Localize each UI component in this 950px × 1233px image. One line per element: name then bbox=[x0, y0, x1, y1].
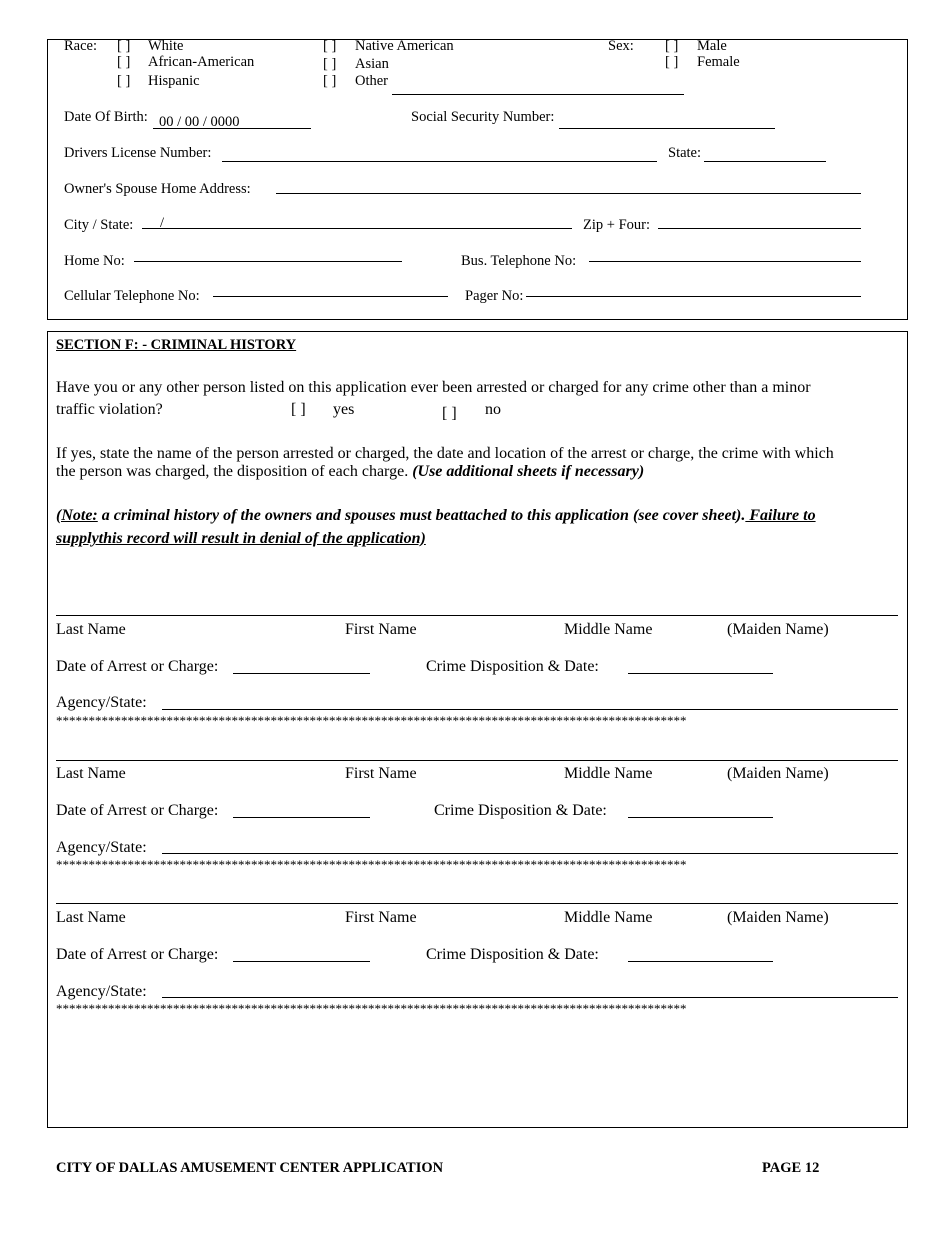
sex-female-label: Female bbox=[697, 54, 740, 70]
race-african-american-checkbox[interactable]: [ ] bbox=[117, 54, 131, 70]
zip-field[interactable] bbox=[658, 228, 861, 229]
ssn-field[interactable] bbox=[559, 128, 775, 129]
race-african-american-label: African-American bbox=[148, 54, 255, 70]
sex-male-checkbox[interactable]: [ ] bbox=[665, 38, 679, 54]
record-1-crime-label: Crime Disposition & Date: bbox=[426, 658, 599, 675]
record-3-name-line[interactable] bbox=[56, 903, 898, 904]
record-1-name-line[interactable] bbox=[56, 615, 898, 616]
record-1-middle-name: Middle Name bbox=[564, 621, 653, 638]
no-checkbox[interactable]: [ ] bbox=[442, 405, 457, 422]
record-2-first-name: First Name bbox=[345, 765, 417, 782]
record-2-crime-field[interactable] bbox=[628, 817, 773, 818]
home-no-label: Home No: bbox=[64, 253, 125, 269]
zip-label: Zip + Four: bbox=[583, 217, 650, 233]
cellular-field[interactable] bbox=[213, 296, 448, 297]
record-3-first-name: First Name bbox=[345, 909, 417, 926]
home-address-label: Owner's Spouse Home Address: bbox=[64, 181, 251, 197]
record-1-agency-label: Agency/State: bbox=[56, 694, 147, 711]
note-line-2: supplythis record will result in denial of the application) bbox=[56, 530, 426, 547]
record-2-last-name: Last Name bbox=[56, 765, 126, 782]
drivers-license-field[interactable] bbox=[222, 161, 657, 162]
note-line-1 bbox=[56, 506, 816, 525]
yes-label: yes bbox=[333, 401, 355, 418]
record-3-crime-field[interactable] bbox=[628, 961, 773, 962]
record-1-first-name: First Name bbox=[345, 621, 417, 638]
record-3-last-name: Last Name bbox=[56, 909, 126, 926]
record-3-middle-name: Middle Name bbox=[564, 909, 653, 926]
city-state-label: City / State: bbox=[64, 217, 134, 233]
record-2-crime-label: Crime Disposition & Date: bbox=[434, 802, 607, 819]
record-3-crime-label: Crime Disposition & Date: bbox=[426, 946, 599, 963]
race-label: Race: bbox=[64, 38, 98, 54]
record-3-arrest-label: Date of Arrest or Charge: bbox=[56, 946, 219, 963]
record-3-agency-field[interactable] bbox=[162, 997, 898, 998]
page-number: PAGE 12 bbox=[762, 1160, 820, 1176]
record-1-agency-field[interactable] bbox=[162, 709, 898, 710]
yes-checkbox[interactable]: [ ] bbox=[291, 401, 306, 418]
record-2-agency-field[interactable] bbox=[162, 853, 898, 854]
record-2-arrest-field[interactable] bbox=[233, 817, 370, 818]
record-3-arrest-field[interactable] bbox=[233, 961, 370, 962]
race-hispanic-checkbox[interactable]: [ ] bbox=[117, 73, 131, 89]
home-address-field[interactable] bbox=[276, 193, 861, 194]
sex-male-label: Male bbox=[697, 38, 727, 54]
home-no-field[interactable] bbox=[134, 261, 402, 262]
note-text: a criminal history of the owners and spouses must beattached to this application (see cover sheet). bbox=[97, 507, 746, 524]
dob-value[interactable]: 00 / 00 / 0000 bbox=[159, 114, 240, 130]
dob-line bbox=[153, 128, 311, 129]
cellular-label: Cellular Telephone No: bbox=[64, 288, 200, 304]
pager-field[interactable] bbox=[526, 296, 861, 297]
record-2-name-line[interactable] bbox=[56, 760, 898, 761]
criminal-question: Have you or any other person listed on this application ever been arrested or charged for any crime other than a minor bbox=[56, 379, 811, 396]
record-1-crime-field[interactable] bbox=[628, 673, 773, 674]
record-1-separator: ************************************************************************************************* bbox=[56, 713, 687, 728]
city-state-value[interactable]: / bbox=[160, 215, 165, 231]
race-white-label: White bbox=[148, 38, 184, 54]
race-hispanic-label: Hispanic bbox=[148, 73, 200, 89]
note-fail-1: Failure to bbox=[745, 507, 816, 524]
instructions-line-1: If yes, state the name of the person arrested or charged, the date and location of the arrest or charge, the crime with which bbox=[56, 445, 834, 462]
sex-female-checkbox[interactable]: [ ] bbox=[665, 54, 679, 70]
race-native-american-label: Native American bbox=[355, 38, 454, 54]
record-3-agency-label: Agency/State: bbox=[56, 983, 147, 1000]
city-state-field bbox=[142, 228, 572, 229]
race-asian-checkbox[interactable]: [ ] bbox=[323, 56, 337, 72]
record-1-arrest-field[interactable] bbox=[233, 673, 370, 674]
record-1-last-name: Last Name bbox=[56, 621, 126, 638]
race-native-american-checkbox[interactable]: [ ] bbox=[323, 38, 337, 54]
race-other-line[interactable] bbox=[392, 94, 684, 95]
footer-title: CITY OF DALLAS AMUSEMENT CENTER APPLICATION bbox=[56, 1160, 444, 1176]
dob-label: Date Of Birth: bbox=[64, 109, 148, 125]
record-2-maiden-name: (Maiden Name) bbox=[727, 765, 829, 782]
race-other-label: Other bbox=[355, 73, 389, 89]
record-1-maiden-name: (Maiden Name) bbox=[727, 621, 829, 638]
state-field[interactable] bbox=[704, 161, 826, 162]
instructions-emphasis: (Use additional sheets if necessary) bbox=[412, 463, 645, 480]
bus-phone-label: Bus. Telephone No: bbox=[461, 253, 577, 269]
race-asian-label: Asian bbox=[355, 56, 389, 72]
record-2-middle-name: Middle Name bbox=[564, 765, 653, 782]
record-2-separator: ************************************************************************************************* bbox=[56, 857, 687, 872]
record-1-arrest-label: Date of Arrest or Charge: bbox=[56, 658, 219, 675]
record-3-maiden-name: (Maiden Name) bbox=[727, 909, 829, 926]
criminal-question-cont: traffic violation? bbox=[56, 401, 163, 418]
note-prefix: (Note: bbox=[56, 507, 98, 524]
record-3-separator: ************************************************************************************************* bbox=[56, 1001, 687, 1016]
state-label: State: bbox=[668, 145, 702, 161]
record-2-agency-label: Agency/State: bbox=[56, 839, 147, 856]
bus-phone-field[interactable] bbox=[589, 261, 861, 262]
instructions-text: the person was charged, the disposition of each charge. bbox=[56, 463, 409, 480]
race-other-checkbox[interactable]: [ ] bbox=[323, 73, 337, 89]
instructions-line-2 bbox=[56, 462, 644, 481]
no-label: no bbox=[485, 401, 501, 418]
race-white-checkbox[interactable]: [ ] bbox=[117, 38, 131, 54]
ssn-label: Social Security Number: bbox=[411, 109, 555, 125]
record-2-arrest-label: Date of Arrest or Charge: bbox=[56, 802, 219, 819]
sex-label: Sex: bbox=[608, 38, 634, 54]
drivers-license-label: Drivers License Number: bbox=[64, 145, 212, 161]
pager-label: Pager No: bbox=[465, 288, 524, 304]
section-f-title: SECTION F: - CRIMINAL HISTORY bbox=[56, 337, 297, 353]
